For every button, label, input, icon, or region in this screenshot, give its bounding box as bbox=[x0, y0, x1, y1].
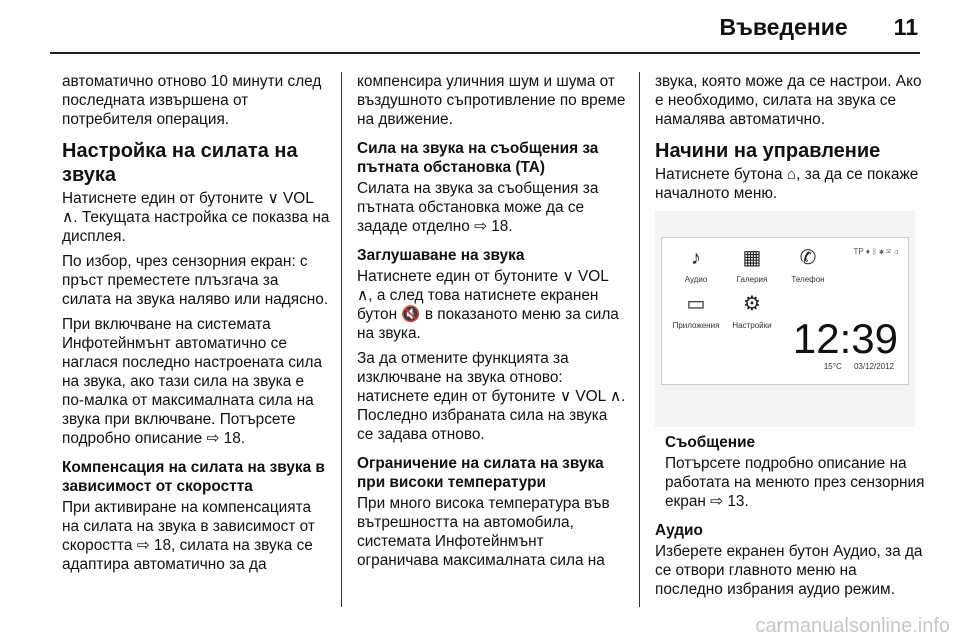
phone-icon: ✆ bbox=[799, 247, 817, 269]
column-divider-2 bbox=[639, 72, 640, 607]
speed-compensation-heading: Компенсация на силата на звука в зависимост от скоростта bbox=[62, 459, 325, 495]
volume-paragraph-2: По избор, чрез сензорния екран: с пръст преместете плъзгача за силата на звука наляво или надясно. bbox=[62, 253, 329, 308]
gallery-tile bbox=[724, 246, 780, 289]
continued-paragraph: звука, която може да се настрои. Ако е необходимо, силата на звука се намалява автоматично. bbox=[655, 73, 922, 128]
clock-display: 12:39 bbox=[792, 315, 898, 362]
settings-tile-label: Настройки bbox=[732, 321, 772, 330]
ta-paragraph: Силата на звука за съобщения за пътната обстановка може да се зададе отделно ⇨ 18. bbox=[357, 180, 599, 235]
column-2 bbox=[357, 72, 627, 576]
volume-paragraph-3: При включване на системата Инфотейнмънт автоматично се наглася последно настроената сила на звука, ако тази сила на звука е по-малка от максималната сила на звука при включване. Потърсете подробно описание ⇨ 18. bbox=[62, 316, 323, 447]
ta-heading: Сила на звука на съобщения за пътната обстановка (TA) bbox=[357, 140, 599, 176]
temperature-date-display bbox=[814, 357, 894, 376]
message-paragraph: Потърсете подробно описание на работата на менюто през сензорния екран ⇨ 13. bbox=[665, 455, 925, 510]
temperature-limit-heading: Ограничение на силата на звука при високи температури bbox=[357, 455, 604, 491]
apps-tile-label: Приложения bbox=[672, 321, 720, 330]
home-screen-illustration bbox=[655, 211, 915, 427]
audio-paragraph: Изберете екранен бутон Аудио, за да се отвори главното меню на последно избрания аудио режим. bbox=[655, 543, 923, 598]
column-divider-1 bbox=[341, 72, 342, 607]
volume-paragraph-1: Натиснете един от бутоните ∨ VOL ∧. Текущата настройка се показва на дисплея. bbox=[62, 190, 330, 245]
column-3 bbox=[655, 72, 925, 605]
status-bar: TP ♦ ᛒ ✱ ✉ ◁ bbox=[853, 247, 898, 256]
speed-compensation-paragraph: При активиране на компенсацията на силата на звука в зависимост от скоростта ⇨ 18, силата на звука се адаптира автоматично за да bbox=[62, 499, 315, 573]
intro-paragraph: автоматично отново 10 минути след последната извършена от потребителя операция. bbox=[62, 73, 322, 128]
gallery-icon: ▦ bbox=[742, 247, 762, 269]
volume-heading: Настройка на силата на звука bbox=[62, 140, 298, 186]
audio-tile-label: Аудио bbox=[684, 275, 708, 284]
audio-heading: Аудио bbox=[655, 522, 703, 539]
temperature-readout: 15°C bbox=[823, 362, 842, 371]
home-screen-display bbox=[661, 237, 909, 385]
apps-icon: ▭ bbox=[686, 293, 706, 315]
settings-tile bbox=[724, 292, 780, 335]
phone-tile-label: Телефон bbox=[791, 275, 825, 284]
music-note-icon: ♪ bbox=[691, 247, 701, 269]
page-number: 11 bbox=[893, 14, 918, 40]
phone-tile bbox=[780, 246, 836, 289]
page-header bbox=[719, 14, 918, 41]
temperature-limit-paragraph: При много висока температура във вътрешността на автомобила, системата Инфотейнмънт ограничава максималната сила на bbox=[357, 495, 610, 569]
gallery-tile-label: Галерия bbox=[736, 275, 768, 284]
header-rule bbox=[50, 52, 920, 54]
page-title: Въведение bbox=[719, 14, 848, 40]
mute-paragraph-2: За да отмените функцията за изключване на звука отново: натиснете един от бутоните ∨ VOL ∧. Последно избраната сила на звука се задава отново. bbox=[357, 350, 626, 443]
watermark: carmanualsonline.info bbox=[755, 615, 950, 637]
apps-tile bbox=[668, 292, 724, 335]
gear-icon: ⚙ bbox=[743, 293, 761, 315]
column-1 bbox=[62, 72, 330, 580]
message-block bbox=[655, 433, 925, 511]
audio-tile bbox=[668, 246, 724, 289]
message-heading: Съобщение bbox=[665, 434, 756, 451]
date-readout: 03/12/2012 bbox=[853, 362, 894, 371]
continued-paragraph: компенсира уличния шум и шума от въздушното съпротивление по време на движение. bbox=[357, 73, 626, 128]
mute-heading: Заглушаване на звука bbox=[357, 247, 525, 264]
operation-heading: Начини на управление bbox=[655, 140, 881, 162]
mute-paragraph-1: Натиснете един от бутоните ∨ VOL ∧, а след това натиснете екранен бутон 🔇 в показаното меню за сила на звука. bbox=[357, 268, 619, 342]
operation-paragraph: Натиснете бутона ⌂, за да се покаже началното меню. bbox=[655, 166, 919, 202]
